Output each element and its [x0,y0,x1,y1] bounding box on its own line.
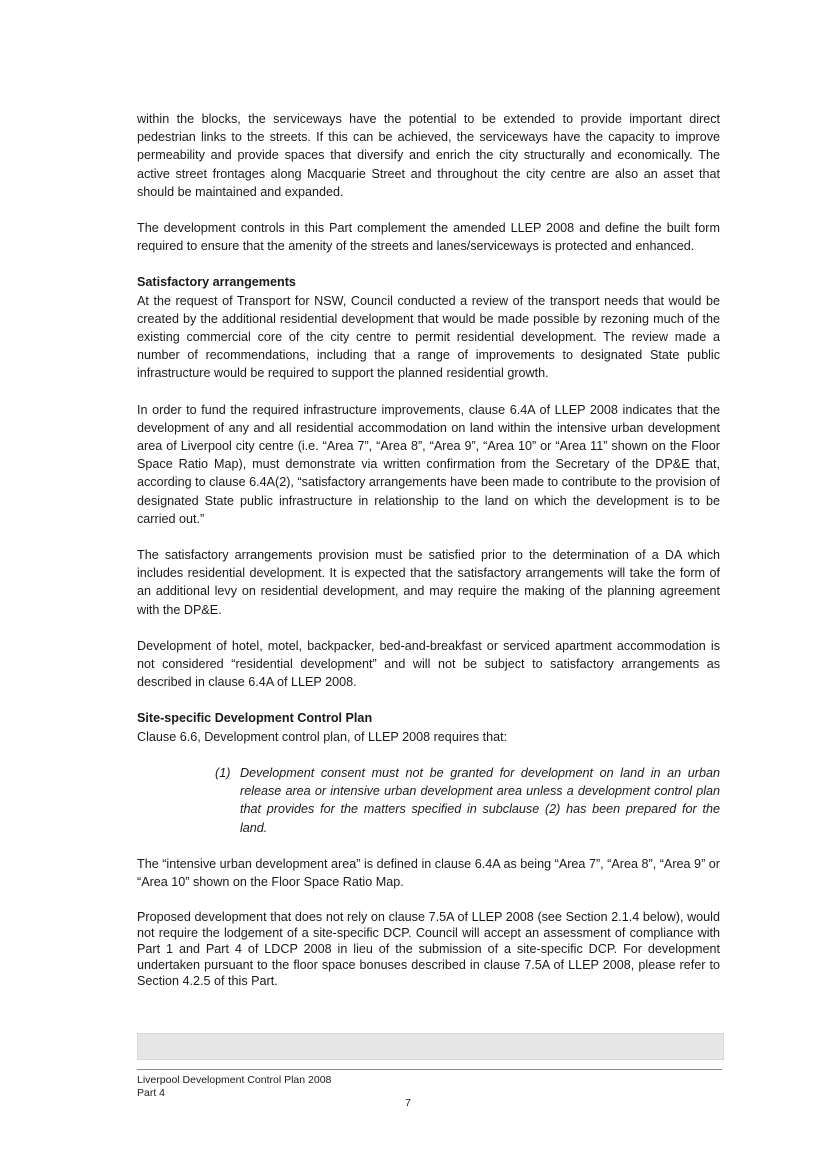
footer-part: Part 4 [137,1086,166,1099]
paragraph-transport-review: At the request of Transport for NSW, Council conducted a review of the transport needs that would be created by the additional residential development that would be made possible by rezoning much of the existing commercial core of the city centre to permit residential development. The review made a number of recommendations, including that a range of improvements to designated State public infrastructure would be required to support the planned residential growth. [137,293,720,381]
document-body [137,110,720,989]
paragraph-urban-area-definition: The “intensive urban development area” is defined in clause 6.4A as being “Area 7”, “Area 8”, “Area 9” or “Area 10” shown on the Floor Space Ratio Map. [137,856,720,889]
paragraph-infrastructure-funding: In order to fund the required infrastructure improvements, clause 6.4A of LLEP 2008 indicates that the development of any and all residential accommodation on land within the intensive urban development area of Liverpool city centre (i.e. “Area 7”, “Area 8”, “Area 9”, “Area 10” or “Area 11” shown on the Floor Space Ratio Map), must demonstrate via written confirmation from the Secretary of the DP&E that, according to clause 6.4A(2), “satisfactory arrangements have been made to contribute to the provision of designated State public infrastructure in relationship to the land on which the development is to be carried out.” [137,402,720,526]
quoted-clause-text: Development consent must not be granted for development on land in an urban release area or intensive urban development area unless a development control plan that provides for the matters specified in subclause (2) has been prepared for the land. [240,765,720,835]
quoted-clause [215,764,720,837]
heading-site-specific-dcp: Site-specific Development Control Plan [137,711,373,726]
grey-band [137,1033,724,1060]
heading-satisfactory-arrangements: Satisfactory arrangements [137,275,296,290]
paragraph-proposed-development: Proposed development that does not rely on clause 7.5A of LLEP 2008 (see Section 2.1.4 below), would not require the lodgement of a site-specific DCP. Council will accept an assessment of compliance with Part 1 and Part 4 of LDCP 2008 in lieu of the submission of a site-specific DCP. For development undertaken pursuant to the floor space bonuses described in clause 7.5A of LLEP 2008, please refer to Section 4.2.5 of this Part. [137,910,720,989]
footer-title: Liverpool Development Control Plan 2008 [137,1074,332,1086]
page-number: 7 [405,1097,411,1109]
paragraph-clause-intro: Clause 6.6, Development control plan, of LLEP 2008 requires that: [137,729,508,744]
paragraph-serviceways: within the blocks, the serviceways have the potential to be extended to provide important direct pedestrian links to the streets. If this can be achieved, the serviceways have the capacity to improve permeability and provide spaces that diversify and enrich the city structurally and economically. The active street frontages along Macquarie Street and throughout the city centre are also an asset that should be maintained and expanded. [137,112,720,199]
footer-rule [137,1069,722,1070]
paragraph-satisfactory-provision: The satisfactory arrangements provision must be satisfied prior to the determination of a DA which includes residential development. It is expected that the satisfactory arrangements will take the form of an additional levy on residential development, and may require the making of the planning agreement with the DP&E. [137,548,720,617]
quoted-clause-number: (1) [215,765,231,780]
paragraph-development-controls: The development controls in this Part complement the amended LLEP 2008 and define the built form required to ensure that the amenity of the streets and lanes/serviceways is protected and enhanced. [137,221,720,254]
footer [137,1074,331,1099]
paragraph-hotel-exemption: Development of hotel, motel, backpacker, bed-and-breakfast or serviced apartment accommodation is not considered “residential development” and will not be subject to satisfactory arrangements as described in clause 6.4A of LLEP 2008. [137,638,720,690]
